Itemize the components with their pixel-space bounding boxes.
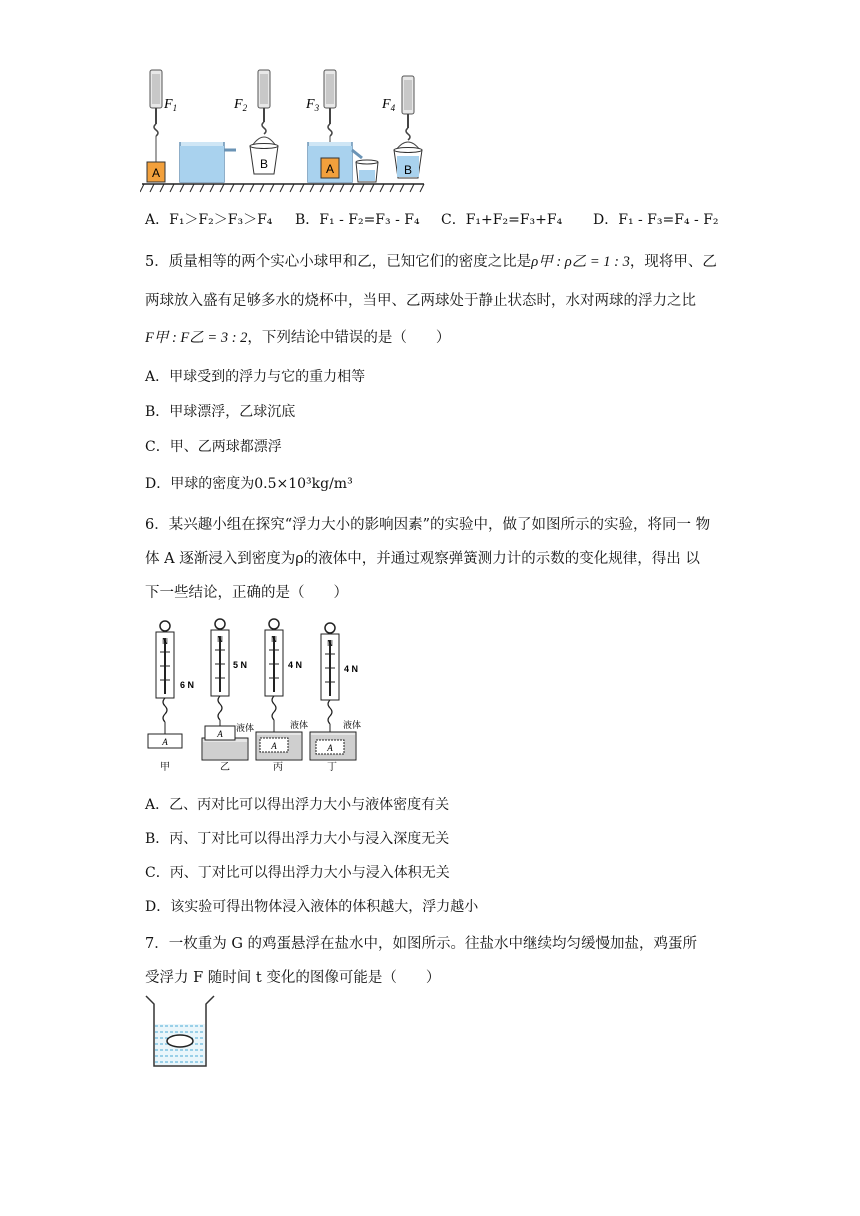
reading-yi: 5 N xyxy=(233,660,248,670)
q5-option-c[interactable]: C．甲、乙两球都漂浮 xyxy=(145,439,282,455)
q5-stem-line-1: 5．质量相等的两个实心小球甲和乙，已知它们的密度之比是ρ甲 : ρ乙 = 1 : 3，现将甲、乙 xyxy=(145,254,717,270)
q7-beaker-figure xyxy=(144,994,216,1072)
caption-jia: 甲 xyxy=(160,762,170,773)
spring-scale-yi xyxy=(202,619,248,760)
bucket-b-label-1: B xyxy=(259,157,269,171)
spring-scale-ding xyxy=(310,623,359,760)
spring-scale-bing xyxy=(256,619,302,760)
egg xyxy=(167,1035,193,1047)
f4-label: $F_4$ xyxy=(382,97,396,113)
unit-n-ding: N xyxy=(327,639,333,648)
q6-figure xyxy=(140,616,370,776)
q6-option-c[interactable]: C．丙、丁对比可以得出浮力大小与浸入体积无关 xyxy=(145,865,450,881)
reading-bing: 4 N xyxy=(288,660,303,670)
block-a-yi: A xyxy=(217,729,223,739)
q6-option-d[interactable]: D．该实验可得出物体浸入液体的体积越大，浮力越小 xyxy=(145,899,479,915)
block-a-jia: A xyxy=(162,737,168,747)
q6-stem-line-2: 体 A 逐渐浸入到密度为ρ的液体中，并通过观察弹簧测力计的示数的变化规律，得出 以 xyxy=(145,551,700,567)
block-a-bing: A xyxy=(271,741,277,751)
unit-n-yi: N xyxy=(217,635,223,644)
q5-stem-line-3: F甲 : F乙 = 3 : 2，下列结论中错误的是（ ） xyxy=(145,330,451,346)
block-a-ding: A xyxy=(327,743,333,753)
reading-ding: 4 N xyxy=(344,664,359,674)
q5-option-a[interactable]: A．甲球受到的浮力与它的重力相等 xyxy=(145,369,366,385)
f2-label: $F_2$ xyxy=(234,97,248,113)
q5-option-d[interactable]: D．甲球的密度为0.5×10³kg/m³ xyxy=(145,476,353,492)
overflow-can-1 xyxy=(180,142,236,182)
caption-yi: 乙 xyxy=(220,762,230,773)
q4-option-c[interactable]: C．F₁+F₂=F₃+F₄ xyxy=(441,212,563,228)
liquid-label-yi: 液体 xyxy=(236,724,255,734)
liquid-label-bing: 液体 xyxy=(290,721,309,731)
q5-stem-line-2: 两球放入盛有足够多水的烧杯中，当甲、乙两球处于静止状态时，水对两球的浮力之比 xyxy=(145,293,696,309)
q6-stem-line-3: 下一些结论，正确的是（ ） xyxy=(145,585,348,601)
spring-scale-3 xyxy=(308,70,378,182)
q6-option-b[interactable]: B．丙、丁对比可以得出浮力大小与浸入深度无关 xyxy=(145,831,450,847)
block-a-label-2: A xyxy=(325,162,335,176)
bucket-b-label-2: B xyxy=(403,163,413,177)
liquid-label-ding: 液体 xyxy=(343,721,362,731)
q4-option-d[interactable]: D．F₁ - F₃=F₄ - F₂ xyxy=(593,212,719,228)
f3-label: $F_3$ xyxy=(306,97,320,113)
q6-option-a[interactable]: A．乙、丙对比可以得出浮力大小与液体密度有关 xyxy=(145,797,450,813)
caption-ding: 丁 xyxy=(327,762,337,773)
unit-n-bing: N xyxy=(271,635,277,644)
q7-stem-line-2: 受浮力 F 随时间 t 变化的图像可能是（ ） xyxy=(145,970,441,986)
q4-option-b[interactable]: B．F₁ - F₂=F₃ - F₄ xyxy=(295,212,420,228)
f1-label: $F_1$ xyxy=(164,97,178,113)
block-a-label-1: A xyxy=(151,166,161,180)
q4-figure xyxy=(140,66,430,196)
buoyancy-ratio: F甲 : F乙 = 3 : 2 xyxy=(145,330,248,346)
q4-option-a[interactable]: A．F₁＞F₂＞F₃＞F₄ xyxy=(145,212,273,228)
q5-option-b[interactable]: B．甲球漂浮，乙球沉底 xyxy=(145,404,296,420)
q7-stem-line-1: 7．一枚重为 G 的鸡蛋悬浮在盐水中，如图所示。往盐水中继续均匀缓慢加盐，鸡蛋所 xyxy=(145,936,698,952)
reading-jia: 6 N xyxy=(180,680,195,690)
q6-stem-line-1: 6．某兴趣小组在探究“浮力大小的影响因素”的实验中，做了如图所示的实验，将同一 物 xyxy=(145,517,711,533)
density-ratio: ρ甲 : ρ乙 = 1 : 3 xyxy=(531,254,630,270)
unit-n-jia: N xyxy=(162,637,168,646)
caption-bing: 丙 xyxy=(273,762,283,773)
